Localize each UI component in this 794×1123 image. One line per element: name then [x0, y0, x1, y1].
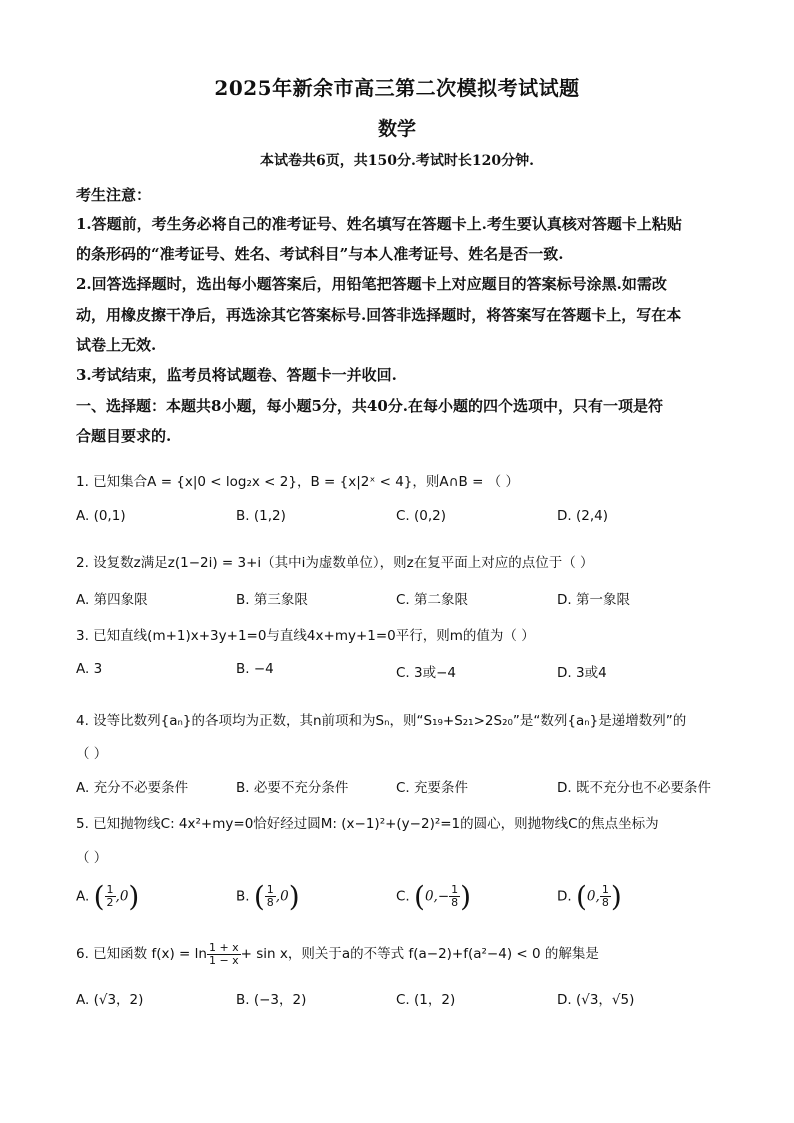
- paren-close-icon: ): [460, 880, 472, 913]
- notice-item-3: 3.考试结束，监考员将试题卷、答题卡一并收回.: [76, 366, 397, 384]
- fraction: $\frac{1 + x}{1 - x}$: [208, 941, 239, 967]
- fraction: $\frac{1}{8}$: [451, 883, 459, 909]
- question-5-stem: 5. 已知抛物线C: 4x²+my=0恰好经过圆M: (x−1)²+(y−2)²=1的圆心，则抛物线C的焦点坐标为: [76, 816, 659, 832]
- notice-heading: 考生注意：: [76, 186, 152, 204]
- q6-option-a: A. (√3，2): [76, 992, 144, 1008]
- q5-option-c-letter: C.: [396, 888, 410, 905]
- section-1-line-2: 合题目要求的.: [76, 427, 172, 445]
- question-5-stem-line-2: （ ）: [76, 850, 108, 866]
- question-4-stem-line-2: （ ）: [76, 746, 108, 762]
- exam-info: 本试卷共6页，共150分.考试时长120分钟.: [260, 153, 534, 169]
- q1-option-b: B. (1,2): [236, 508, 286, 524]
- paren-open-icon: (: [253, 880, 265, 913]
- q3-option-a: A. 3: [76, 661, 103, 677]
- q3-option-b: B. −4: [236, 661, 274, 677]
- q1-option-c: C. (0,2): [396, 508, 447, 524]
- q6-option-c: C. (1，2): [396, 992, 456, 1008]
- question-2-stem: 2. 设复数z满足z(1−2i) = 3+i（其中i为虚数单位），则z在复平面上对应的点位于（ ）: [76, 555, 594, 571]
- q5-option-c: C. (0,− $\frac{1}{8}$ ): [396, 880, 472, 913]
- fraction: $\frac{1}{2}$: [106, 883, 114, 909]
- q1-option-a: A. (0,1): [76, 508, 126, 524]
- fraction: $\frac{1}{8}$: [601, 883, 609, 909]
- q6-option-d: D. (√3，√5): [557, 992, 635, 1008]
- q2-option-b: B. 第三象限: [236, 592, 308, 608]
- q5-option-d-letter: D.: [557, 888, 572, 905]
- question-4-stem: 4. 设等比数列{aₙ}的各项均为正数，其n前项和为Sₙ，则“S₁₉+S₂₁>2S₂₀”是“数列{aₙ}是递增数列”的: [76, 713, 687, 729]
- question-6-stem: 6. 已知函数 f(x) = ln $\frac{1 + x}{1 - x}$ + sin x，则关于a的不等式 f(a−2)+f(a²−4) < 0 的解集是: [76, 941, 599, 967]
- q5-option-b: B. ( $\frac{1}{8}$ ,0): [236, 880, 300, 913]
- q1-option-d: D. (2,4): [557, 508, 608, 524]
- notice-item-2-line-1: 2.回答选择题时，选出每小题答案后，用铅笔把答题卡上对应题目的答案标号涂黑.如需改: [76, 275, 667, 293]
- q2-option-a: A. 第四象限: [76, 592, 148, 608]
- q2-option-c: C. 第二象限: [396, 592, 469, 608]
- q4-option-b: B. 必要不充分条件: [236, 780, 349, 796]
- notice-item-2-line-2: 动，用橡皮擦干净后，再选涂其它答案标号.回答非选择题时，将答案写在答题卡上，写在本: [76, 306, 682, 324]
- q3-option-c: C. 3或−4: [396, 665, 456, 681]
- q5-option-a-letter: A.: [76, 888, 90, 905]
- q6-option-b: B. (−3，2): [236, 992, 307, 1008]
- paren-close-icon: ): [128, 880, 140, 913]
- q2-option-d: D. 第一象限: [557, 592, 630, 608]
- paren-close-icon: ): [288, 880, 300, 913]
- paren-close-icon: ): [610, 880, 622, 913]
- q3-option-d: D. 3或4: [557, 665, 607, 681]
- notice-item-2-line-3: 试卷上无效.: [76, 336, 157, 354]
- q5-option-d: D. (0, $\frac{1}{8}$ ): [557, 880, 622, 913]
- fraction: $\frac{1}{8}$: [266, 883, 274, 909]
- q5-option-b-letter: B.: [236, 888, 250, 905]
- notice-item-1-line-1: 1.答题前，考生务必将自己的准考证号、姓名填写在答题卡上.考生要认真核对答题卡上粘贴: [76, 215, 682, 233]
- section-1-line-1: 一、选择题：本题共8小题，每小题5分，共40分.在每小题的四个选项中，只有一项是符: [76, 397, 663, 415]
- q4-option-c: C. 充要条件: [396, 780, 469, 796]
- question-3-stem: 3. 已知直线(m+1)x+3y+1=0与直线4x+my+1=0平行，则m的值为（ ）: [76, 628, 535, 644]
- paren-open-icon: (: [575, 880, 587, 913]
- q4-option-d: D. 既不充分也不必要条件: [557, 780, 711, 796]
- question-1-stem: 1. 已知集合A = {x|0 < log₂x < 2}，B = {x|2ˣ < 4}，则A∩B = （ ）: [76, 474, 519, 490]
- notice-item-1-line-2: 的条形码的“准考证号、姓名、考试科目”与本人准考证号、姓名是否一致.: [76, 245, 564, 263]
- paren-open-icon: (: [414, 880, 425, 913]
- q5-option-a: A. ( $\frac{1}{2}$ ,0): [76, 880, 140, 913]
- q4-option-a: A. 充分不必要条件: [76, 780, 189, 796]
- exam-title: 2025年新余市高三第二次模拟考试试题: [214, 76, 580, 100]
- paren-open-icon: (: [93, 880, 105, 913]
- subject-title: 数学: [377, 118, 416, 140]
